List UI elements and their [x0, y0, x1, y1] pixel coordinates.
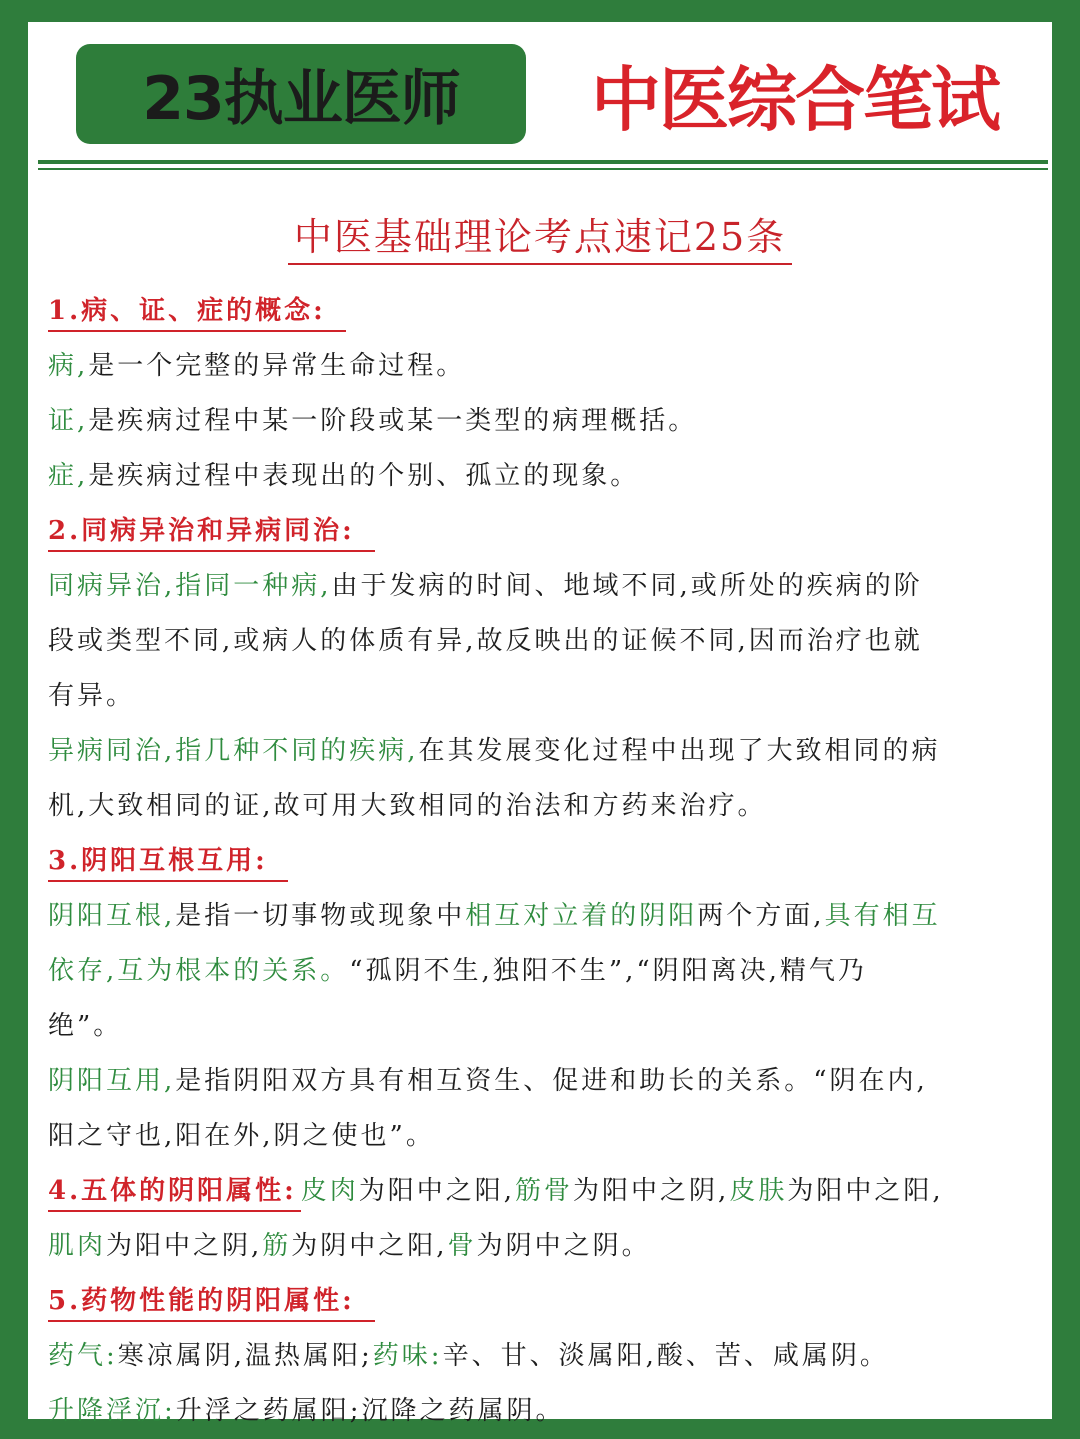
section-heading-5: 5.药物性能的阴阳属性:: [48, 1274, 1038, 1329]
subtitle: [28, 206, 1052, 261]
subtitle-text: 中医基础理论考点速记25条: [288, 215, 792, 265]
header-divider: [38, 160, 1048, 164]
paragraph-line: 依存,互为根本的关系。“孤阴不生,独阳不生”,“阴阳离决,精气乃: [48, 956, 867, 986]
paragraph-line: 同病异治,指同一种病,由于发病的时间、地域不同,或所处的疾病的阶: [48, 571, 923, 601]
paragraph-line: 药气:寒凉属阴,温热属阳;药味:辛、甘、淡属阳,酸、苦、咸属阴。: [48, 1341, 889, 1371]
section-heading-1: 1.病、证、症的概念:: [48, 284, 1038, 339]
paragraph-line: 段或类型不同,或病人的体质有异,故反映出的证候不同,因而治疗也就: [48, 626, 923, 656]
exam-badge: 23执业医师: [76, 44, 526, 144]
paragraph-line: 绝”。: [48, 1011, 123, 1041]
section-heading-2: 2.同病异治和异病同治:: [48, 504, 1038, 559]
notes-content: [48, 284, 1038, 1439]
paragraph-line: 阴阳互用,是指阴阳双方具有相互资生、促进和助长的关系。“阴在内,: [48, 1066, 928, 1096]
paragraph-line: 阳之守也,阳在外,阴之使也”。: [48, 1121, 435, 1151]
definition-line: 病,是一个完整的异常生命过程。: [48, 351, 466, 381]
header-divider-thin: [38, 168, 1048, 170]
paragraph-line: 肌肉为阳中之阴,筋为阴中之阳,骨为阴中之阴。: [48, 1231, 651, 1261]
paragraph-line: 机,大致相同的证,故可用大致相同的治法和方药来治疗。: [48, 791, 767, 821]
paragraph-line: 阴阳互根,是指一切事物或现象中相互对立着的阴阳两个方面,具有相互: [48, 901, 941, 931]
definition-line: 证,是疾病过程中某一阶段或某一类型的病理概括。: [48, 406, 698, 436]
section-4-line: 4.五体的阴阳属性: 皮肉为阳中之阳,筋骨为阳中之阴,皮肤为阳中之阳,: [48, 1164, 1038, 1219]
main-title: 中医综合笔试: [591, 58, 999, 141]
paragraph-line: 有异。: [48, 681, 136, 711]
paragraph-line: 升降浮沉:升浮之药属阳;沉降之药属阴。: [48, 1396, 565, 1426]
definition-line: 症,是疾病过程中表现出的个别、孤立的现象。: [48, 461, 640, 491]
section-heading-3: 3.阴阳互根互用:: [48, 834, 1038, 889]
page-card: [28, 22, 1052, 1426]
paragraph-line: 异病同治,指几种不同的疾病,在其发展变化过程中出现了大致相同的病: [48, 736, 941, 766]
